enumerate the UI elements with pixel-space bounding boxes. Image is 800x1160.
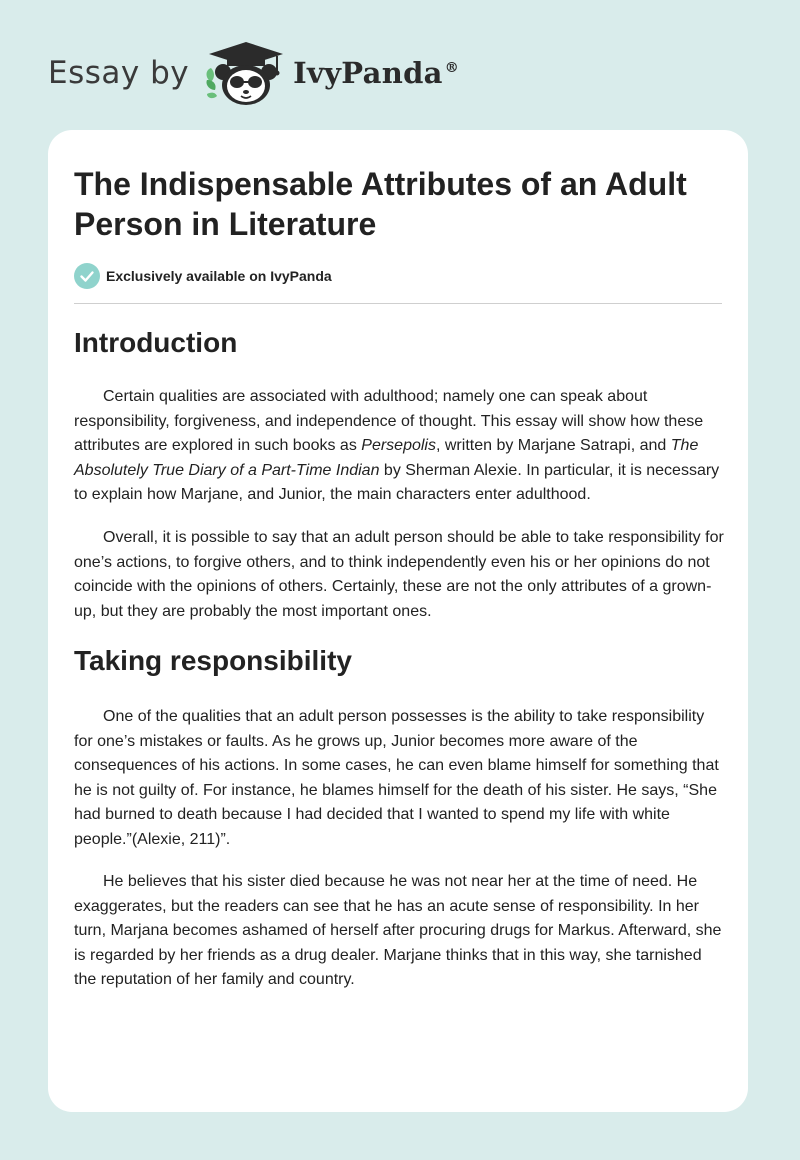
essay-card	[48, 130, 748, 1112]
brand-name: IvyPanda ®	[293, 56, 460, 90]
check-circle-icon	[74, 263, 100, 289]
section-heading-taking-responsibility: Taking responsibility	[74, 645, 352, 676]
paragraph: He believes that his sister died because he was not near her at the time of need. He exaggerates, but the readers can see that he has an acute sense of responsibility. In her turn, Marjana becomes ashamed of herself after procuring drugs for Markus. Afterward, she is regarded by her friends as a drug dealer. Marjane thinks that in this way, she tarnished the reputation of her family and country.	[74, 873, 722, 989]
paragraph: Certain qualities are associated with adulthood; namely one can speak about responsibility, forgiveness, and independence of thought. This essay will show how these attributes are explored in such books as Persepolis, written by Marjane Satrapi, and The Absolutely True Diary of a Part-Time Indian by Sherman Alexie. In particular, it is necessary to explain how Marjane, and Junior, the main characters enter adulthood.	[74, 388, 720, 504]
divider	[74, 303, 722, 304]
brand-prefix: Essay by	[48, 55, 190, 91]
exclusive-badge	[74, 263, 332, 289]
panda-graduate-icon	[203, 38, 289, 108]
brand-header	[48, 38, 459, 108]
paragraph: Overall, it is possible to say that an adult person should be able to take responsibility for one’s actions, to forgive others, and to think independently even his or her opinions do not coincide with the opinions of others. Certainly, these are not the only attributes of a grown-up, but they are probably the most important ones.	[74, 529, 724, 620]
section-heading-introduction: Introduction	[74, 327, 238, 358]
page-title: The Indispensable Attributes of an Adult Person in Literature	[74, 166, 687, 242]
paragraph: One of the qualities that an adult person possesses is the ability to take responsibility for one’s mistakes or faults. As he grows up, Junior becomes more aware of the consequences of his actions. In some cases, he can even blame himself for something that he is not guilty of. For instance, he blames himself for the death of his sister. He says, “She had burned to death because I had decided that I wanted to spend my life with white people.”(Alexie, 211)”.	[74, 708, 719, 848]
exclusive-text: Exclusively available on IvyPanda	[106, 268, 332, 284]
